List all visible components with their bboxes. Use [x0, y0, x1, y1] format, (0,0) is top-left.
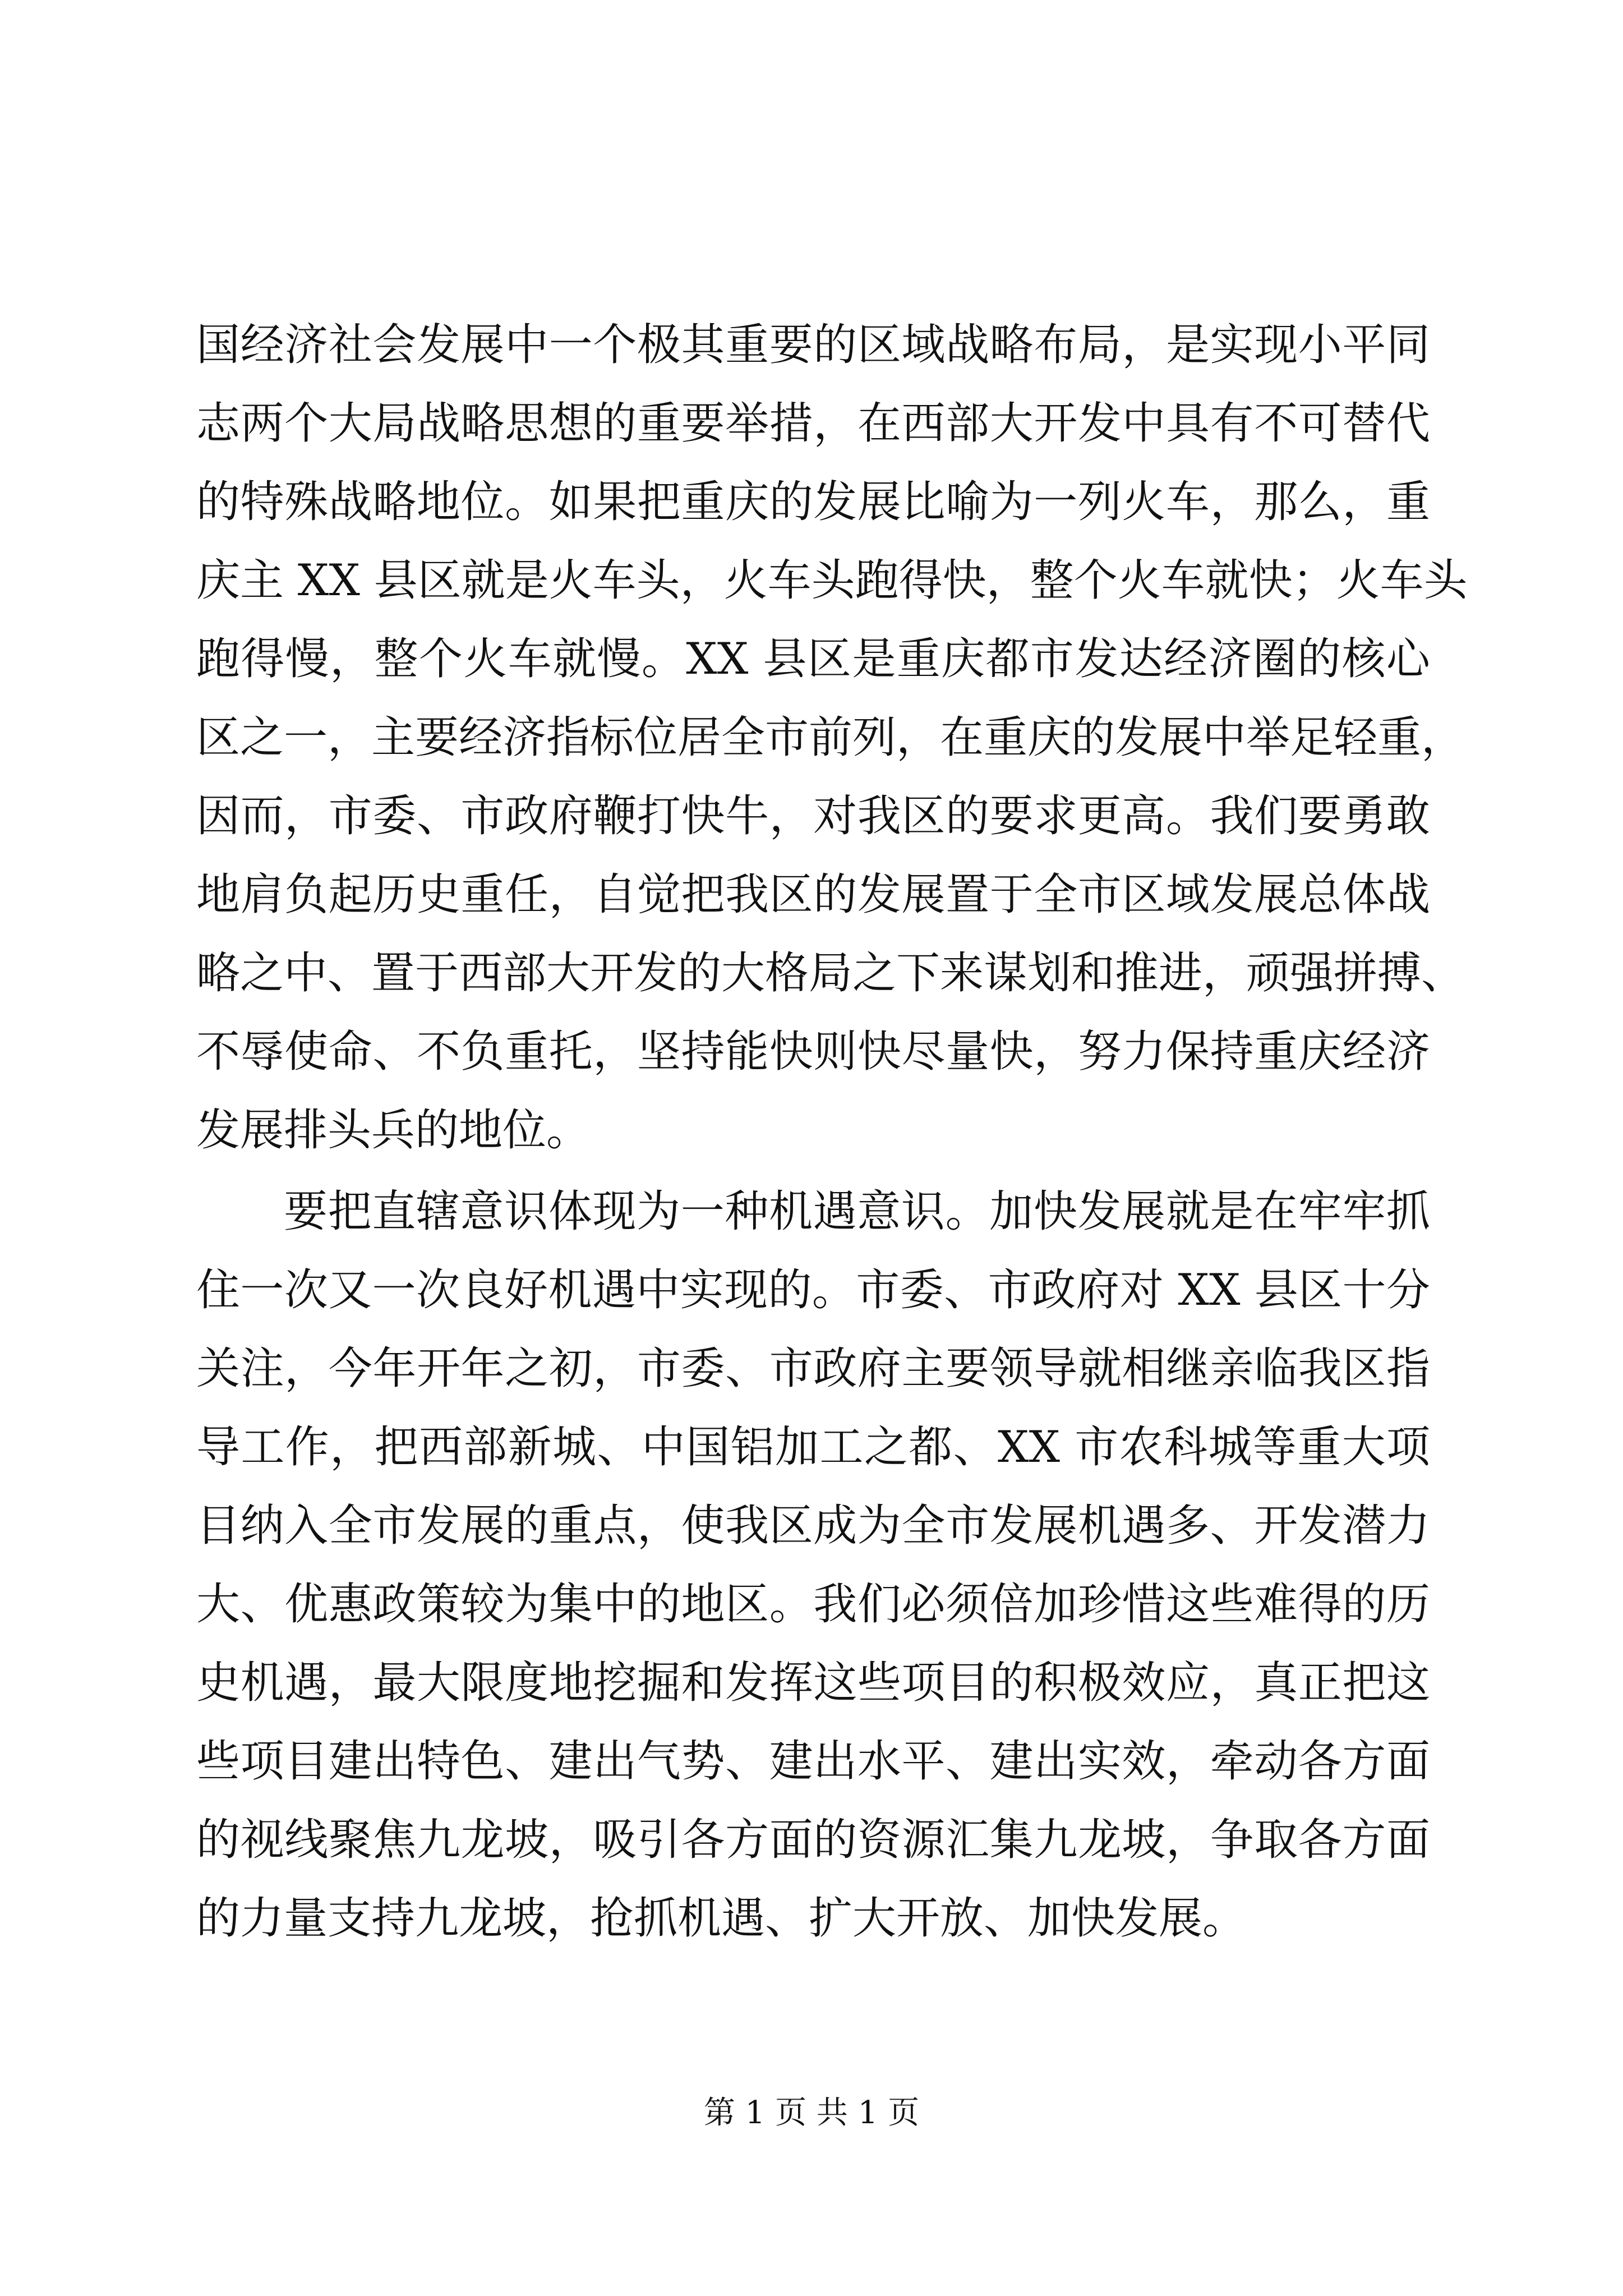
text-line: 区之一，主要经济指标位居全市前列，在重庆的发展中举足轻重，	[196, 712, 1465, 763]
text-line: 国经济社会发展中一个极其重要的区域战略布局，是实现小平同	[196, 320, 1430, 370]
text-line: 要把直辖意识体现为一种机遇意识。加快发展就是在牢牢抓	[284, 1186, 1430, 1237]
page-footer: 第 1 页 共 1 页	[703, 2095, 920, 2131]
text-line: 略之中、置于西部大开发的大格局之下来谋划和推进，顽强拼搏、	[196, 948, 1465, 999]
text-line: 些项目建出特色、建出气势、建出水平、建出实效，牵动各方面	[196, 1736, 1430, 1787]
text-line: 志两个大局战略思想的重要举措，在西部大开发中具有不可替代	[196, 398, 1430, 449]
text-line: 庆主 XX 县区就是火车头，火车头跑得快，整个火车就快；火车头	[196, 555, 1468, 606]
text-line: 导工作，把西部新城、中国铝加工之都、XX 市农科城等重大项	[196, 1422, 1430, 1473]
text-line: 的视线聚焦九龙坡，吸引各方面的资源汇集九龙坡，争取各方面	[196, 1815, 1430, 1865]
text-line: 因而，市委、市政府鞭打快牛，对我区的要求更高。我们要勇敢	[196, 791, 1430, 841]
text-line: 跑得慢，整个火车就慢。XX 县区是重庆都市发达经济圈的核心	[196, 634, 1430, 684]
text-line: 的特殊战略地位。如果把重庆的发展比喻为一列火车，那么，重	[196, 477, 1430, 527]
text-line: 的力量支持九龙坡，抢抓机遇、扩大开放、加快发展。	[196, 1893, 1247, 1944]
text-line: 发展排头兵的地位。	[196, 1105, 591, 1156]
text-line: 不辱使命、不负重托，坚持能快则快尽量快，努力保持重庆经济	[196, 1027, 1430, 1077]
text-line: 关注，今年开年之初，市委、市政府主要领导就相继亲临我区指	[196, 1343, 1430, 1394]
text-line: 史机遇，最大限度地挖掘和发挥这些项目的积极效应，真正把这	[196, 1658, 1430, 1708]
text-line: 目纳入全市发展的重点，使我区成为全市发展机遇多、开发潜力	[196, 1501, 1430, 1551]
text-line: 地肩负起历史重任，自觉把我区的发展置于全市区域发展总体战	[196, 869, 1430, 920]
text-line: 大、优惠政策较为集中的地区。我们必须倍加珍惜这些难得的历	[196, 1579, 1430, 1630]
text-line: 住一次又一次良好机遇中实现的。市委、市政府对 XX 县区十分	[196, 1265, 1430, 1315]
